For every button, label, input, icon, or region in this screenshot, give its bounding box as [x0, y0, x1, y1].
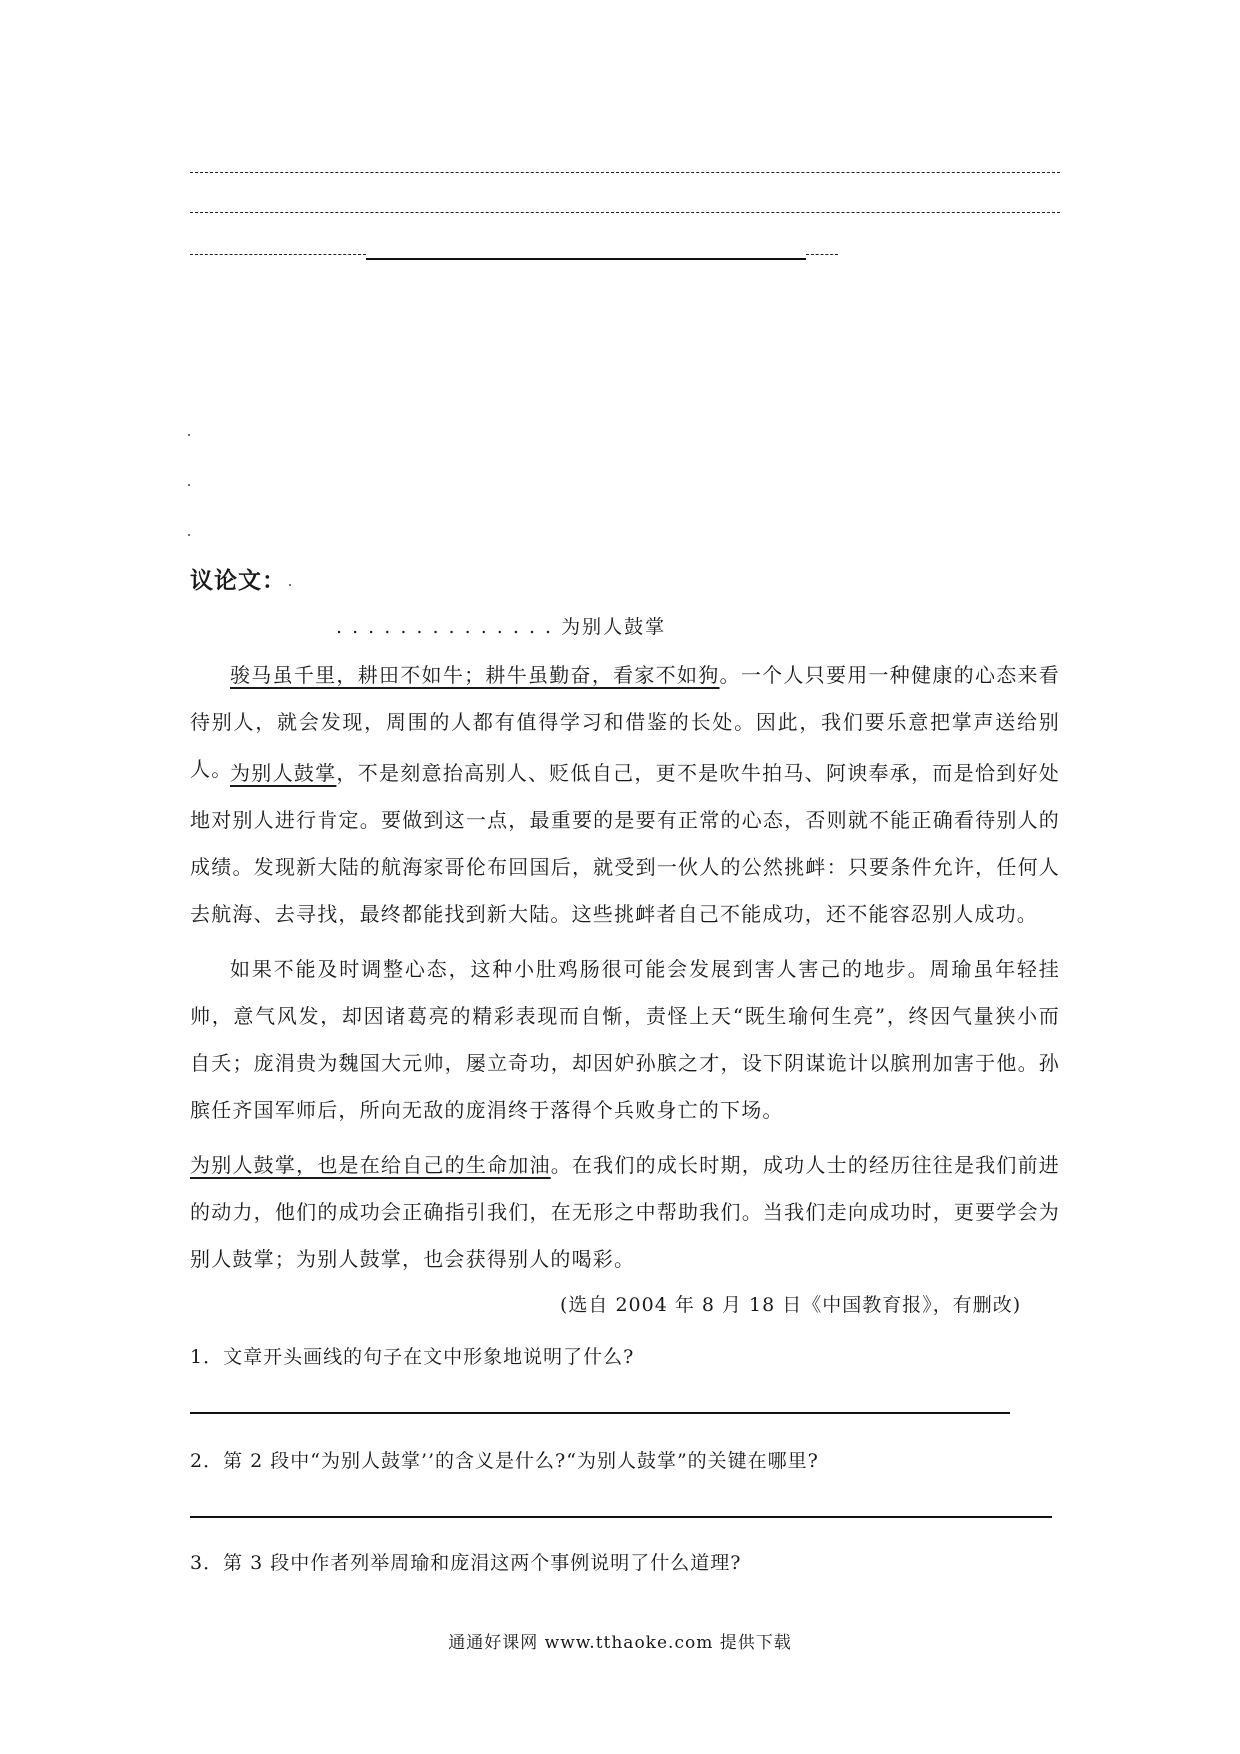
- answer-line-3-dashed-start: [190, 254, 366, 255]
- paragraph-4: [190, 1142, 1060, 1283]
- question-2-answer-line[interactable]: [190, 1516, 1052, 1518]
- underlined-phrase-2: 为别人鼓掌: [230, 761, 337, 785]
- answer-line-2: [190, 212, 1060, 213]
- underlined-sentence-1: 骏马虽千里，耕田不如牛；耕牛虽勤奋，看家不如狗: [230, 663, 720, 687]
- scan-dot: [188, 484, 190, 486]
- paragraph-2: [190, 750, 1060, 938]
- question-2: 2．第 2 段中“为别人鼓掌’’的含义是什么?“为别人鼓掌”的关键在哪里?: [190, 1450, 819, 1472]
- answer-line-3-solid: [366, 258, 806, 260]
- question-1-answer-line[interactable]: [190, 1412, 1010, 1414]
- scan-dot: [188, 434, 190, 436]
- article-source: (选自 2004 年 8 月 18 日《中国教育报》，有删改): [560, 1294, 1022, 1316]
- article-title: [336, 612, 666, 639]
- scan-dot: [188, 534, 190, 536]
- footer-text: 通通好课网 www.tthaoke.com 提供下载: [448, 1633, 792, 1653]
- underlined-sentence-4: 为别人鼓掌，也是在给自己的生命加油: [190, 1153, 551, 1177]
- paragraph-3-text: 如果不能及时调整心态，这种小肚鸡肠很可能会发展到害人害己的地步。周瑜虽年轻挂帅，意气风发，却因诸葛亮的精彩表现而自惭，责怪上天“既生瑜何生亮”，终因气量狭小而自夭；庞涓贵为魏国大元帅，屡立奇功，却因妒孙膑之才，设下阴谋诡计以膑刑加害于他。孙膑任齐国军师后，所向无敌的庞涓终于落得个兵败身亡的下场。: [190, 957, 1060, 1122]
- question-3: 3．第 3 段中作者列举周瑜和庞涓这两个事例说明了什么道理?: [190, 1552, 742, 1574]
- section-title: 议论文：: [190, 568, 286, 594]
- paragraph-4-text: 。在我们的成长时期，成功人士的经历往往是我们前进的动力，他们的成功会正确指引我们，在无形之中帮助我们。当我们走向成功时，更要学会为别人鼓掌；为别人鼓掌，也会获得别人的喝彩。: [190, 1153, 1060, 1271]
- title-dots: . . . . . . . . . . . . . .: [336, 616, 554, 638]
- title-text: 为别人鼓掌: [561, 616, 667, 638]
- question-1: 1．文章开头画线的句子在文中形象地说明了什么?: [190, 1346, 635, 1368]
- answer-line-1: [190, 172, 1060, 173]
- paragraph-2-text: ，不是刻意抬高别人、贬低自己，更不是吹牛拍马、阿谀奉承，而是恰到好处地对别人进行肯定。要做到这一点，最重要的是要有正常的心态，否则就不能正确看待别人的成绩。发现新大陆的航海家哥伦布回国后，就受到一伙人的公然挑衅：只要条件允许，任何人去航海、去寻找，最终都能找到新大陆。这些挑衅者自己不能成功，还不能容忍别人成功。: [190, 761, 1060, 926]
- answer-line-3-dashed-end: [806, 254, 838, 255]
- scan-dot: [289, 584, 291, 586]
- paragraph-3: [190, 946, 1060, 1134]
- paragraph-1-text: 。一个人只要用一种健康的心态来看待别人，就会发现，周围的人都有值得学习和借鉴的长处。因此，我们要乐意把掌声送给别人。: [190, 663, 1060, 781]
